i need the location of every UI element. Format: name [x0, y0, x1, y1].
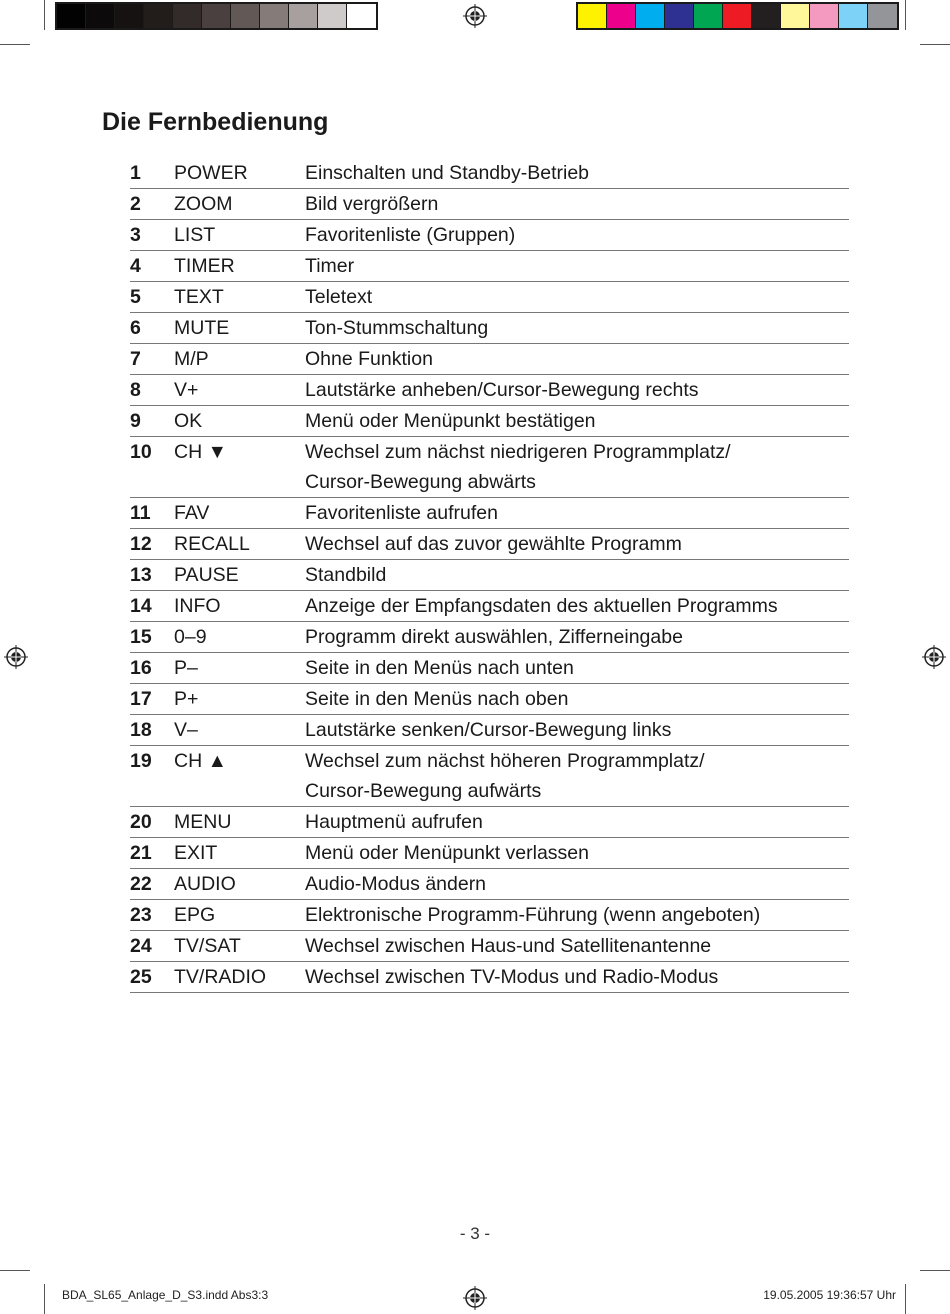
description-line: Lautstärke anheben/Cursor-Bewegung rechts [305, 379, 699, 401]
color-swatch [578, 4, 607, 28]
table-row [130, 282, 849, 313]
gray-swatch [115, 4, 144, 28]
table-row [130, 838, 849, 869]
key-name: PAUSE [174, 564, 239, 586]
page-title: Die Fernbedienung [102, 108, 329, 136]
grayscale-color-bar [55, 2, 378, 30]
crop-mark [905, 0, 906, 30]
key-name: ZOOM [174, 193, 233, 215]
description-line: Favoritenliste (Gruppen) [305, 224, 516, 246]
table-row [130, 560, 849, 591]
key-name: RECALL [174, 533, 250, 555]
key-description [305, 653, 849, 683]
table-row [130, 498, 849, 529]
table-row [130, 220, 849, 251]
table-row [130, 189, 849, 220]
key-description [305, 251, 849, 281]
key-description [305, 807, 849, 837]
table-row [130, 251, 849, 282]
color-swatch [665, 4, 694, 28]
key-description [305, 313, 849, 343]
key-description [305, 931, 849, 961]
row-number: 11 [130, 502, 151, 524]
file-slug: BDA_SL65_Anlage_D_S3.indd Abs3:3 [62, 1288, 269, 1302]
description-line: Anzeige der Empfangsdaten des aktuellen Programms [305, 595, 778, 617]
gray-swatch [86, 4, 115, 28]
gray-swatch [289, 4, 318, 28]
key-name: OK [174, 410, 203, 432]
registration-mark-icon [922, 645, 946, 669]
row-number: 1 [130, 162, 141, 184]
key-name: AUDIO [174, 873, 236, 895]
row-number: 7 [130, 348, 141, 370]
table-row [130, 869, 849, 900]
description-line: Bild vergrößern [305, 193, 439, 215]
table-row [130, 529, 849, 560]
description-line: Menü oder Menüpunkt verlassen [305, 842, 589, 864]
description-line: Favoritenliste aufrufen [305, 502, 498, 524]
key-name: CH ▼ [174, 441, 227, 463]
key-description [305, 560, 849, 590]
description-line: Ohne Funktion [305, 348, 433, 370]
description-line: Wechsel zum nächst höheren Programmplatz/ [305, 750, 705, 772]
key-name: POWER [174, 162, 248, 184]
row-number: 13 [130, 564, 152, 586]
cmyk-color-bar [576, 2, 899, 30]
remote-control-table [130, 158, 849, 993]
key-description [305, 746, 849, 806]
description-line: Audio-Modus ändern [305, 873, 487, 895]
crop-mark [920, 1270, 950, 1271]
color-swatch [839, 4, 868, 28]
description-line: Teletext [305, 286, 373, 308]
table-row [130, 406, 849, 437]
key-name: P+ [174, 688, 199, 710]
description-line: Standbild [305, 564, 387, 586]
key-description [305, 220, 849, 250]
key-description [305, 962, 849, 992]
description-line: Wechsel zwischen Haus-und Satellitenantenne [305, 935, 712, 957]
color-swatch [636, 4, 665, 28]
description-line: Wechsel auf das zuvor gewählte Programm [305, 533, 682, 555]
row-number: 25 [130, 966, 152, 988]
table-row [130, 437, 849, 498]
registration-mark-icon [463, 4, 487, 28]
table-row [130, 684, 849, 715]
row-number: 9 [130, 410, 141, 432]
key-description [305, 189, 849, 219]
key-description [305, 529, 849, 559]
table-row [130, 653, 849, 684]
description-line: Wechsel zum nächst niedrigeren Programmplatz/ [305, 441, 731, 463]
color-swatch [810, 4, 839, 28]
key-description [305, 158, 849, 188]
row-number: 19 [130, 750, 152, 772]
key-name: TV/SAT [174, 935, 241, 957]
gray-swatch [318, 4, 347, 28]
gray-swatch [347, 4, 376, 28]
description-line: Cursor-Bewegung abwärts [305, 471, 536, 493]
gray-swatch [144, 4, 173, 28]
row-number: 5 [130, 286, 141, 308]
table-row [130, 962, 849, 993]
description-line: Lautstärke senken/Cursor-Bewegung links [305, 719, 672, 741]
row-number: 20 [130, 811, 152, 833]
key-name: EXIT [174, 842, 218, 864]
key-description [305, 622, 849, 652]
row-number: 18 [130, 719, 152, 741]
row-number: 14 [130, 595, 152, 617]
key-description [305, 838, 849, 868]
key-name: V+ [174, 379, 199, 401]
color-swatch [607, 4, 636, 28]
row-number: 4 [130, 255, 141, 277]
table-row [130, 375, 849, 406]
key-description [305, 437, 849, 497]
registration-mark-icon [463, 1286, 487, 1310]
table-row [130, 900, 849, 931]
key-description [305, 498, 849, 528]
key-name: EPG [174, 904, 216, 926]
row-number: 15 [130, 626, 152, 648]
description-line: Cursor-Bewegung aufwärts [305, 780, 542, 802]
gray-swatch [57, 4, 86, 28]
table-row [130, 931, 849, 962]
gray-swatch [260, 4, 289, 28]
row-number: 3 [130, 224, 141, 246]
key-description [305, 715, 849, 745]
date-slug: 19.05.2005 19:36:57 Uhr [763, 1288, 896, 1302]
key-name: MENU [174, 811, 232, 833]
crop-mark [44, 1284, 45, 1314]
crop-mark [0, 44, 30, 45]
crop-mark [920, 44, 950, 45]
key-name: LIST [174, 224, 216, 246]
key-name: TEXT [174, 286, 224, 308]
row-number: 21 [130, 842, 152, 864]
table-row [130, 715, 849, 746]
row-number: 8 [130, 379, 141, 401]
row-number: 12 [130, 533, 152, 555]
key-name: MUTE [174, 317, 230, 339]
table-row [130, 313, 849, 344]
table-row [130, 807, 849, 838]
crop-mark [44, 0, 45, 30]
table-row [130, 591, 849, 622]
table-row [130, 746, 849, 807]
description-line: Seite in den Menüs nach unten [305, 657, 574, 679]
gray-swatch [202, 4, 231, 28]
description-line: Hauptmenü aufrufen [305, 811, 483, 833]
key-description [305, 684, 849, 714]
key-description [305, 344, 849, 374]
color-swatch [752, 4, 781, 28]
color-swatch [694, 4, 723, 28]
crop-mark [0, 1270, 30, 1271]
key-name: INFO [174, 595, 221, 617]
row-number: 10 [130, 441, 152, 463]
description-line: Elektronische Programm-Führung (wenn angeboten) [305, 904, 761, 926]
row-number: 6 [130, 317, 141, 339]
page-number: - 3 - [459, 1224, 491, 1243]
description-line: Timer [305, 255, 355, 277]
gray-swatch [231, 4, 260, 28]
key-name: CH ▲ [174, 750, 227, 772]
key-description [305, 900, 849, 930]
description-line: Menü oder Menüpunkt bestätigen [305, 410, 596, 432]
crop-mark [905, 1284, 906, 1314]
table-row [130, 622, 849, 653]
color-swatch [723, 4, 752, 28]
table-row [130, 158, 849, 189]
registration-mark-icon [4, 645, 28, 669]
color-swatch [868, 4, 897, 28]
gray-swatch [173, 4, 202, 28]
key-description [305, 282, 849, 312]
key-name: P– [174, 657, 198, 679]
row-number: 23 [130, 904, 152, 926]
description-line: Programm direkt auswählen, Zifferneingabe [305, 626, 683, 648]
key-name: V– [174, 719, 198, 741]
key-name: M/P [174, 348, 209, 370]
row-number: 16 [130, 657, 152, 679]
key-description [305, 406, 849, 436]
description-line: Seite in den Menüs nach oben [305, 688, 569, 710]
key-name: 0–9 [174, 626, 207, 648]
key-description [305, 375, 849, 405]
description-line: Wechsel zwischen TV-Modus und Radio-Modus [305, 966, 719, 988]
key-name: FAV [174, 502, 210, 524]
row-number: 2 [130, 193, 141, 215]
row-number: 22 [130, 873, 152, 895]
row-number: 24 [130, 935, 152, 957]
description-line: Ton-Stummschaltung [305, 317, 489, 339]
key-name: TIMER [174, 255, 235, 277]
description-line: Einschalten und Standby-Betrieb [305, 162, 590, 184]
key-description [305, 869, 849, 899]
key-description [305, 591, 849, 621]
key-name: TV/RADIO [174, 966, 267, 988]
row-number: 17 [130, 688, 152, 710]
table-row [130, 344, 849, 375]
color-swatch [781, 4, 810, 28]
